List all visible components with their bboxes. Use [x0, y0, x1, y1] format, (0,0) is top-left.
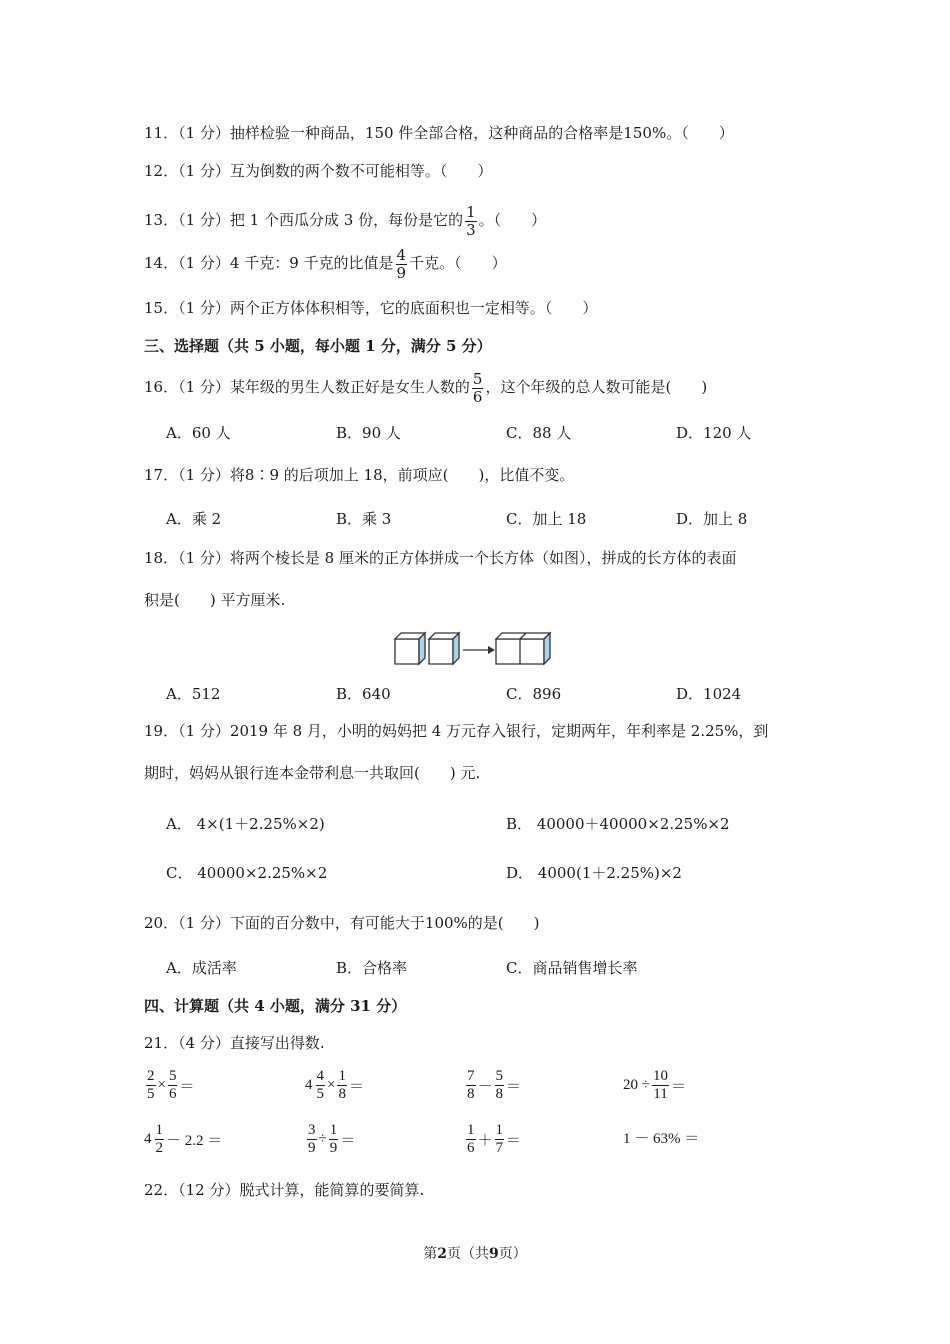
cube-front [395, 639, 419, 664]
page-footer: 第2页（共9页） [423, 1246, 527, 1262]
question-22: 22．（12 分）脱式计算，能简算的要简算. [144, 1181, 425, 1199]
option-a[interactable]: A．512 [166, 685, 221, 703]
cube-front [429, 639, 453, 664]
question-18-line2: 积是( ) 平方厘米. [144, 591, 286, 609]
question-20: 20．（1 分）下面的百分数中，有可能大于100%的是( ) [144, 914, 540, 932]
cube-side [419, 633, 425, 664]
question-18: 18．（1 分）将两个棱长是 8 厘米的正方体拼成一个长方体（如图），拼成的长方体的表面 [144, 549, 737, 567]
option-c[interactable]: C．88 人 [506, 424, 572, 442]
calc-item-7: $\frac{1}{6}$ ＋ $\frac{1}{7}$ ＝ [467, 1122, 522, 1156]
option-d[interactable]: D． 4000(1＋2.25%)×2 [506, 864, 682, 882]
arrow-icon [463, 646, 495, 654]
question-17: 17．（1 分）将8∶9 的后项加上 18，前项应( )，比值不变。 [144, 466, 575, 484]
fraction: $\frac{4}{9}$ [396, 245, 407, 282]
question-11: 11．（1 分）抽样检验一种商品，150 件全部合格，这种商品的合格率是150%。（ ） [144, 124, 734, 142]
calc-item-4: 20 ÷ $\frac{10}{11}$ ＝ [623, 1068, 686, 1102]
option-b[interactable]: B． 40000＋40000×2.25%×2 [506, 815, 730, 833]
calc-item-8: 1 － 63% ＝ [623, 1131, 700, 1147]
question-19-line2: 期时，妈妈从银行连本金带利息一共取回( ) 元. [144, 764, 481, 782]
option-a[interactable]: A． 4×(1＋2.25%×2) [166, 815, 325, 833]
cube-diagram [392, 630, 557, 670]
question-12: 12．（1 分）互为倒数的两个数不可能相等。（ ） [144, 162, 493, 180]
question-13: 13．（1 分）把 1 个西瓜分成 3 份，每份是它的 $\frac{1}{3}$ 。（ ） [144, 202, 547, 239]
option-c[interactable]: C．加上 18 [506, 510, 587, 528]
question-15: 15．（1 分）两个正方体体积相等，它的底面积也一定相等。（ ） [144, 299, 598, 317]
option-a[interactable]: A．成活率 [166, 959, 237, 977]
calc-item-2: 4 $\frac{4}{5}$ × $\frac{1}{8}$ ＝ [305, 1068, 364, 1102]
section-heading-choice: 三、选择题（共 5 小题，每小题 1 分，满分 5 分） [144, 337, 492, 355]
block-side [544, 633, 550, 664]
question-16: 16．（1 分）某年级的男生人数正好是女生人数的 $\frac{5}{6}$ ，这个年级的总人数可能是( ) [144, 369, 708, 406]
option-d[interactable]: D．加上 8 [676, 510, 748, 528]
option-c[interactable]: C． 40000×2.25%×2 [166, 864, 328, 882]
calc-item-1: $\frac{2}{5}$ × $\frac{5}{6}$ ＝ [147, 1068, 195, 1102]
option-a[interactable]: A．乘 2 [166, 510, 222, 528]
option-c[interactable]: C．商品销售增长率 [506, 959, 638, 977]
question-14: 14．（1 分）4 千克：9 千克的比值是 $\frac{4}{9}$ 千克。（ ） [144, 245, 507, 282]
option-b[interactable]: B．乘 3 [336, 510, 392, 528]
option-a[interactable]: A．60 人 [166, 424, 231, 442]
option-c[interactable]: C．896 [506, 685, 562, 703]
option-d[interactable]: D．1024 [676, 685, 742, 703]
option-b[interactable]: B．640 [336, 685, 391, 703]
option-b[interactable]: B．90 人 [336, 424, 401, 442]
option-d[interactable]: D．120 人 [676, 424, 752, 442]
option-b[interactable]: B．合格率 [336, 959, 408, 977]
cube-side [453, 633, 459, 664]
fraction: $\frac{1}{3}$ [466, 202, 476, 239]
question-21: 21．（4 分）直接写出得数. [144, 1034, 325, 1052]
fraction: $\frac{5}{6}$ [472, 369, 483, 406]
calc-item-3: $\frac{7}{8}$ － $\frac{5}{8}$ ＝ [467, 1068, 522, 1102]
calc-item-5: 4 $\frac{1}{2}$ － 2.2 ＝ [144, 1122, 223, 1156]
calc-item-6: $\frac{3}{9}$ ÷ $\frac{1}{9}$ ＝ [308, 1122, 356, 1156]
section-heading-calc: 四、计算题（共 4 小题，满分 31 分） [144, 997, 407, 1015]
question-19: 19．（1 分）2019 年 8 月，小明的妈妈把 4 万元存入银行，定期两年，年利率是 2.25%，到 [144, 722, 769, 740]
